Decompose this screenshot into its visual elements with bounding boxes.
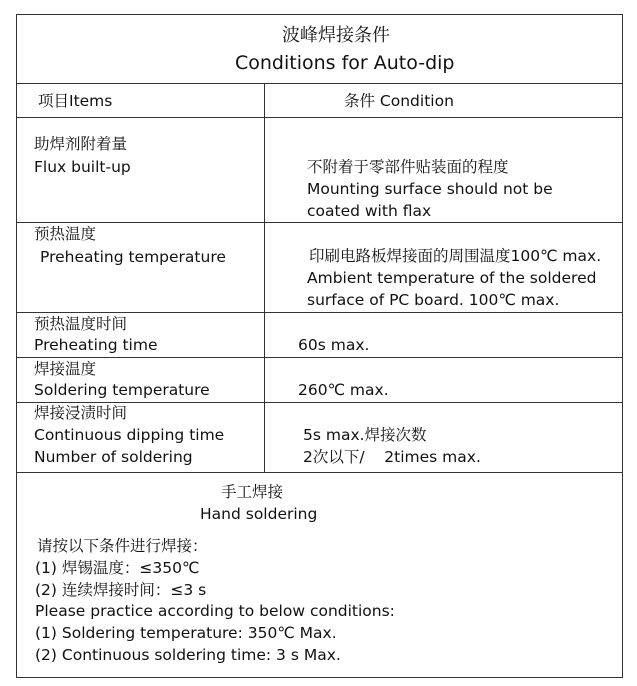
hand-soldering-title-cn: 手工焊接 [221, 483, 284, 501]
hand-soldering-line: (1) Soldering temperature: 350℃ Max. [35, 624, 337, 642]
row-flux-condition-2: Mounting surface should not be [307, 180, 553, 198]
hand-soldering-line: Please practice according to below conditions: [35, 602, 395, 620]
row-soldering-temp-item-en: Soldering temperature [34, 381, 210, 399]
row-preheat-temp-condition-3: surface of PC board. 100℃ max. [307, 291, 560, 309]
rule-below-header [16, 117, 623, 118]
row-preheat-temp-item-en: Preheating temperature [40, 248, 226, 266]
rule-below-flux [16, 222, 623, 223]
row-soldering-temp-item-cn: 焊接温度 [34, 360, 97, 378]
row-dipping-item-en-1: Continuous dipping time [34, 426, 225, 444]
header-items: 项目Items [38, 92, 113, 110]
column-divider [264, 83, 265, 472]
hand-soldering-line: (2) Continuous soldering time: 3 s Max. [35, 646, 341, 664]
title-english: Conditions for Auto-dip [235, 52, 455, 74]
row-flux-condition-1: 不附着于零部件贴装面的程度 [307, 158, 509, 176]
rule-below-preheat-time [16, 357, 623, 358]
row-dipping-condition-1: 5s max.焊接次数 [303, 426, 427, 444]
hand-soldering-line: (2) 连续焊接时间：≤3 s [35, 581, 207, 599]
rule-below-dipping [16, 472, 623, 473]
hand-soldering-title-en: Hand soldering [200, 505, 318, 523]
row-flux-item-en: Flux built-up [34, 158, 131, 176]
hand-soldering-line: (1) 焊锡温度：≤350℃ [35, 559, 200, 577]
row-dipping-item-en-2: Number of soldering [34, 448, 193, 466]
row-preheat-temp-condition-1: 印刷电路板焊接面的周围温度100℃ max. [309, 247, 602, 265]
row-dipping-condition-2: 2次以下/ 2times max. [303, 448, 481, 466]
row-preheat-time-item-en: Preheating time [34, 336, 158, 354]
row-dipping-item-cn: 焊接浸渍时间 [34, 404, 128, 422]
row-flux-condition-3: coated with flax [307, 202, 432, 220]
row-soldering-temp-condition: 260℃ max. [298, 381, 389, 399]
row-preheat-temp-condition-2: Ambient temperature of the soldered [307, 269, 597, 287]
header-condition: 条件 Condition [344, 92, 454, 110]
row-preheat-temp-item-cn: 预热温度 [34, 225, 97, 243]
row-flux-item-cn: 助焊剂附着量 [34, 135, 128, 153]
title-chinese: 波峰焊接条件 [282, 25, 390, 46]
row-preheat-time-condition: 60s max. [298, 336, 370, 354]
row-preheat-time-item-cn: 预热温度时间 [34, 315, 128, 333]
rule-below-title [16, 83, 623, 84]
hand-soldering-line: 请按以下条件进行焊接： [37, 537, 208, 555]
